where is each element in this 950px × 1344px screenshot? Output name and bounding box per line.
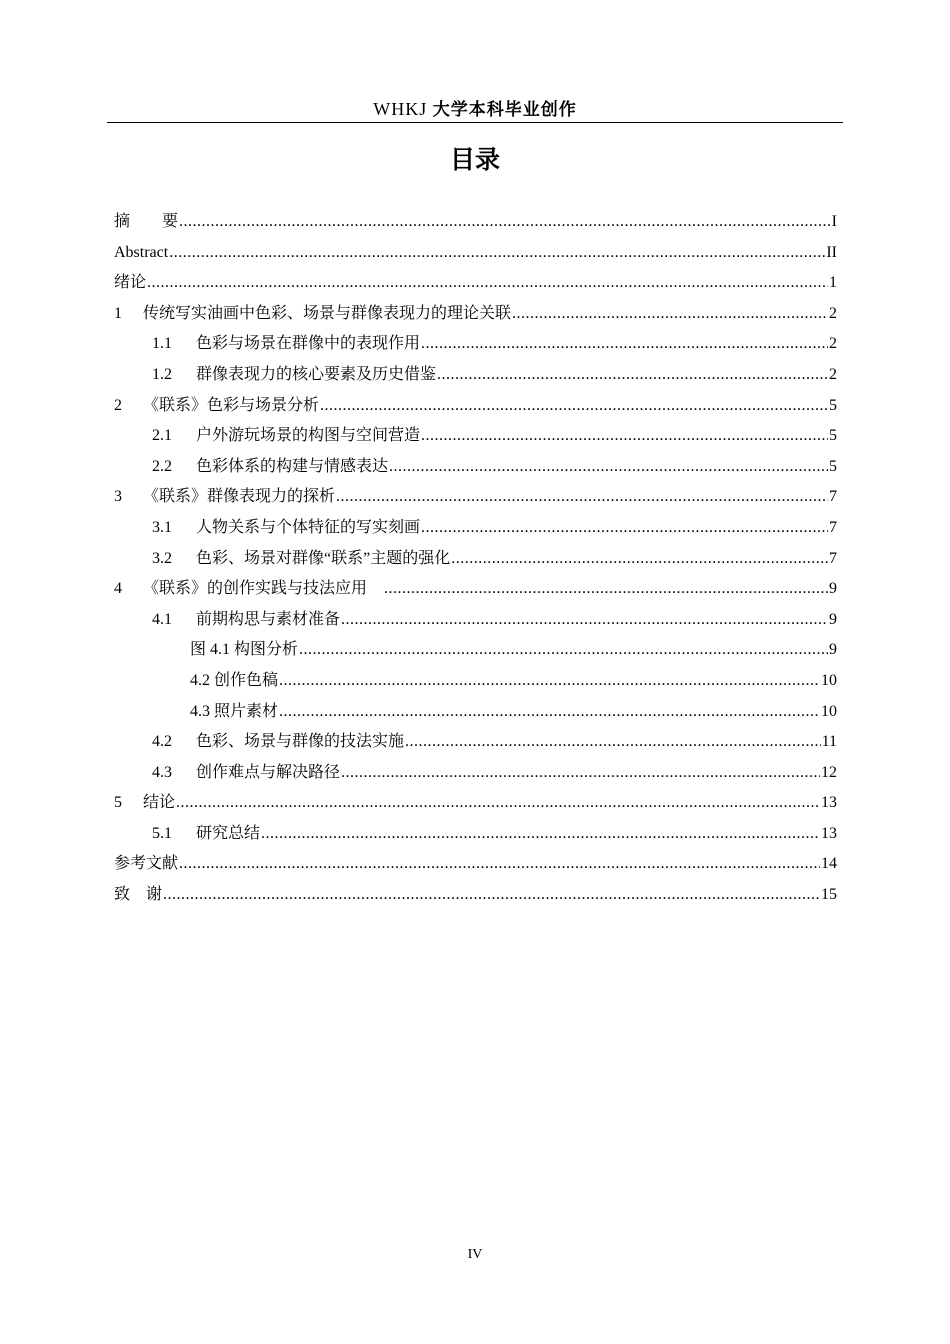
- toc-entry-label: 户外游玩场景的构图与空间营造: [196, 427, 421, 445]
- toc-entry-label: 《联系》色彩与场景分析: [143, 396, 320, 414]
- toc-entry-label: Abstract: [114, 243, 169, 261]
- toc-entry-number: 5: [114, 794, 122, 812]
- toc-entry[interactable]: [114, 391, 837, 422]
- toc-entry-number: 4: [114, 580, 122, 598]
- header-chinese: 大学本科毕业创作: [432, 100, 577, 120]
- toc-leader-dots: [261, 819, 820, 849]
- toc-entry-label: 致 谢: [114, 886, 163, 904]
- toc-entry[interactable]: [114, 513, 837, 544]
- toc-entry-number: 1.1: [152, 335, 172, 353]
- toc-entry-number: 2.1: [152, 427, 172, 445]
- toc-entry[interactable]: [114, 574, 837, 605]
- toc-entry[interactable]: [114, 452, 837, 483]
- toc-leader-dots: [147, 268, 828, 298]
- toc-entry-number: 4.1: [152, 610, 172, 628]
- toc-leader-dots: [451, 544, 828, 574]
- toc-entry-number: 1.2: [152, 365, 172, 383]
- toc-entry[interactable]: [114, 788, 837, 819]
- toc-leader-dots: [341, 605, 828, 635]
- toc-entry-page: 10: [821, 671, 837, 689]
- toc-entry-page: 5: [829, 457, 837, 475]
- toc-entry-page: 2: [829, 304, 837, 322]
- toc-leader-dots: [341, 758, 820, 788]
- toc-leader-dots: [384, 574, 828, 604]
- header-latin: WHKJ: [373, 99, 428, 119]
- toc-entry-page: 14: [821, 855, 837, 873]
- toc-entry[interactable]: [114, 482, 837, 513]
- toc-entry[interactable]: [114, 268, 837, 299]
- toc-leader-dots: [421, 329, 828, 359]
- toc-entry-page: I: [831, 213, 837, 230]
- page-title: 目录: [449, 145, 500, 174]
- toc-entry-page: 5: [829, 396, 837, 414]
- toc-leader-dots: [437, 360, 828, 390]
- toc-entry-label: 研究总结: [196, 824, 261, 842]
- toc-entry[interactable]: [114, 727, 837, 758]
- toc-leader-dots: [320, 391, 828, 421]
- toc-leader-dots: [163, 880, 820, 910]
- toc-entry-label: 人物关系与个体特征的写实刻画: [196, 518, 421, 536]
- toc-entry-label: 《联系》的创作实践与技法应用: [143, 580, 384, 598]
- toc-entry-number: 4.2: [152, 733, 172, 751]
- toc-entry[interactable]: [114, 819, 837, 850]
- toc-entry[interactable]: [114, 360, 837, 391]
- toc-leader-dots: [279, 666, 820, 696]
- toc-entry[interactable]: [114, 207, 837, 238]
- toc-leader-dots: [405, 727, 821, 757]
- toc-leader-dots: [389, 452, 828, 482]
- toc-entry-page: 2: [829, 365, 837, 383]
- toc-leader-dots: [176, 788, 820, 818]
- toc-entry-number: 3.1: [152, 518, 172, 536]
- toc-entry-page: 2: [829, 335, 837, 353]
- toc-entry-label: 《联系》群像表现力的探析: [143, 488, 336, 506]
- toc-entry-page: 9: [829, 610, 837, 628]
- toc-entry[interactable]: [114, 758, 837, 789]
- toc-entry-page: 12: [821, 763, 837, 781]
- toc-entry[interactable]: [114, 849, 837, 880]
- toc-entry-number: 3.2: [152, 549, 172, 567]
- toc-leader-dots: [179, 207, 831, 237]
- toc-entry-number: 2: [114, 396, 122, 414]
- toc-entry[interactable]: [114, 299, 837, 330]
- toc-leader-dots: [421, 421, 828, 451]
- toc-entry-label: 色彩、场景与群像的技法实施: [196, 733, 405, 751]
- toc-entry-label: 绪论: [114, 274, 147, 292]
- toc-leader-dots: [299, 635, 828, 665]
- toc-entry-label: 前期构思与素材准备: [196, 610, 341, 628]
- toc-entry-page: 9: [829, 641, 837, 659]
- toc-leader-dots: [169, 238, 825, 268]
- toc-entry-page: 7: [829, 488, 837, 506]
- toc-entry-label: 摘 要: [114, 213, 179, 230]
- toc-entry[interactable]: [114, 635, 837, 666]
- toc-leader-dots: [336, 482, 828, 512]
- toc-entry-page: 11: [821, 733, 837, 751]
- toc-entry-page: 9: [829, 580, 837, 598]
- toc-entry-page: 13: [821, 794, 837, 812]
- toc-entry-page: 15: [821, 886, 837, 904]
- toc-leader-dots: [421, 513, 828, 543]
- table-of-contents: [114, 207, 837, 911]
- toc-entry-page: 10: [821, 702, 837, 720]
- toc-entry-label: 色彩体系的构建与情感表达: [196, 457, 389, 475]
- toc-entry[interactable]: [114, 421, 837, 452]
- page-header: [107, 96, 843, 123]
- toc-entry-label: 参考文献: [114, 855, 179, 873]
- toc-entry-number: 3: [114, 488, 122, 506]
- toc-entry-page: 7: [829, 549, 837, 567]
- toc-entry-label: 4.3 照片素材: [190, 702, 279, 720]
- toc-leader-dots: [279, 697, 820, 727]
- toc-entry-label: 传统写实油画中色彩、场景与群像表现力的理论关联: [143, 304, 512, 322]
- toc-entry-label: 色彩、场景对群像“联系”主题的强化: [196, 549, 451, 567]
- toc-entry-label: 4.2 创作色稿: [190, 671, 279, 689]
- toc-entry-number: 1: [114, 304, 122, 322]
- toc-entry-page: 7: [829, 518, 837, 536]
- toc-entry-label: 结论: [143, 794, 176, 812]
- toc-entry-page: II: [826, 243, 837, 261]
- toc-entry-label: 创作难点与解决路径: [196, 763, 341, 781]
- toc-leader-dots: [512, 299, 828, 329]
- toc-entry-label: 色彩与场景在群像中的表现作用: [196, 335, 421, 353]
- toc-entry-page: 5: [829, 427, 837, 445]
- toc-entry[interactable]: [114, 544, 837, 575]
- toc-entry-number: 2.2: [152, 457, 172, 475]
- toc-entry-page: 1: [829, 274, 837, 292]
- toc-entry-label: 图 4.1 构图分析: [190, 641, 299, 659]
- toc-entry[interactable]: [114, 605, 837, 636]
- toc-entry[interactable]: [114, 666, 837, 697]
- toc-entry-page: 13: [821, 824, 837, 842]
- toc-entry[interactable]: [114, 880, 837, 911]
- toc-entry[interactable]: [114, 697, 837, 728]
- toc-entry-label: 群像表现力的核心要素及历史借鉴: [196, 365, 437, 383]
- toc-entry-number: 5.1: [152, 824, 172, 842]
- toc-entry[interactable]: [114, 238, 837, 269]
- toc-leader-dots: [179, 849, 820, 879]
- toc-entry-number: 4.3: [152, 763, 172, 781]
- toc-entry[interactable]: [114, 329, 837, 360]
- page-number: IV: [467, 1247, 483, 1262]
